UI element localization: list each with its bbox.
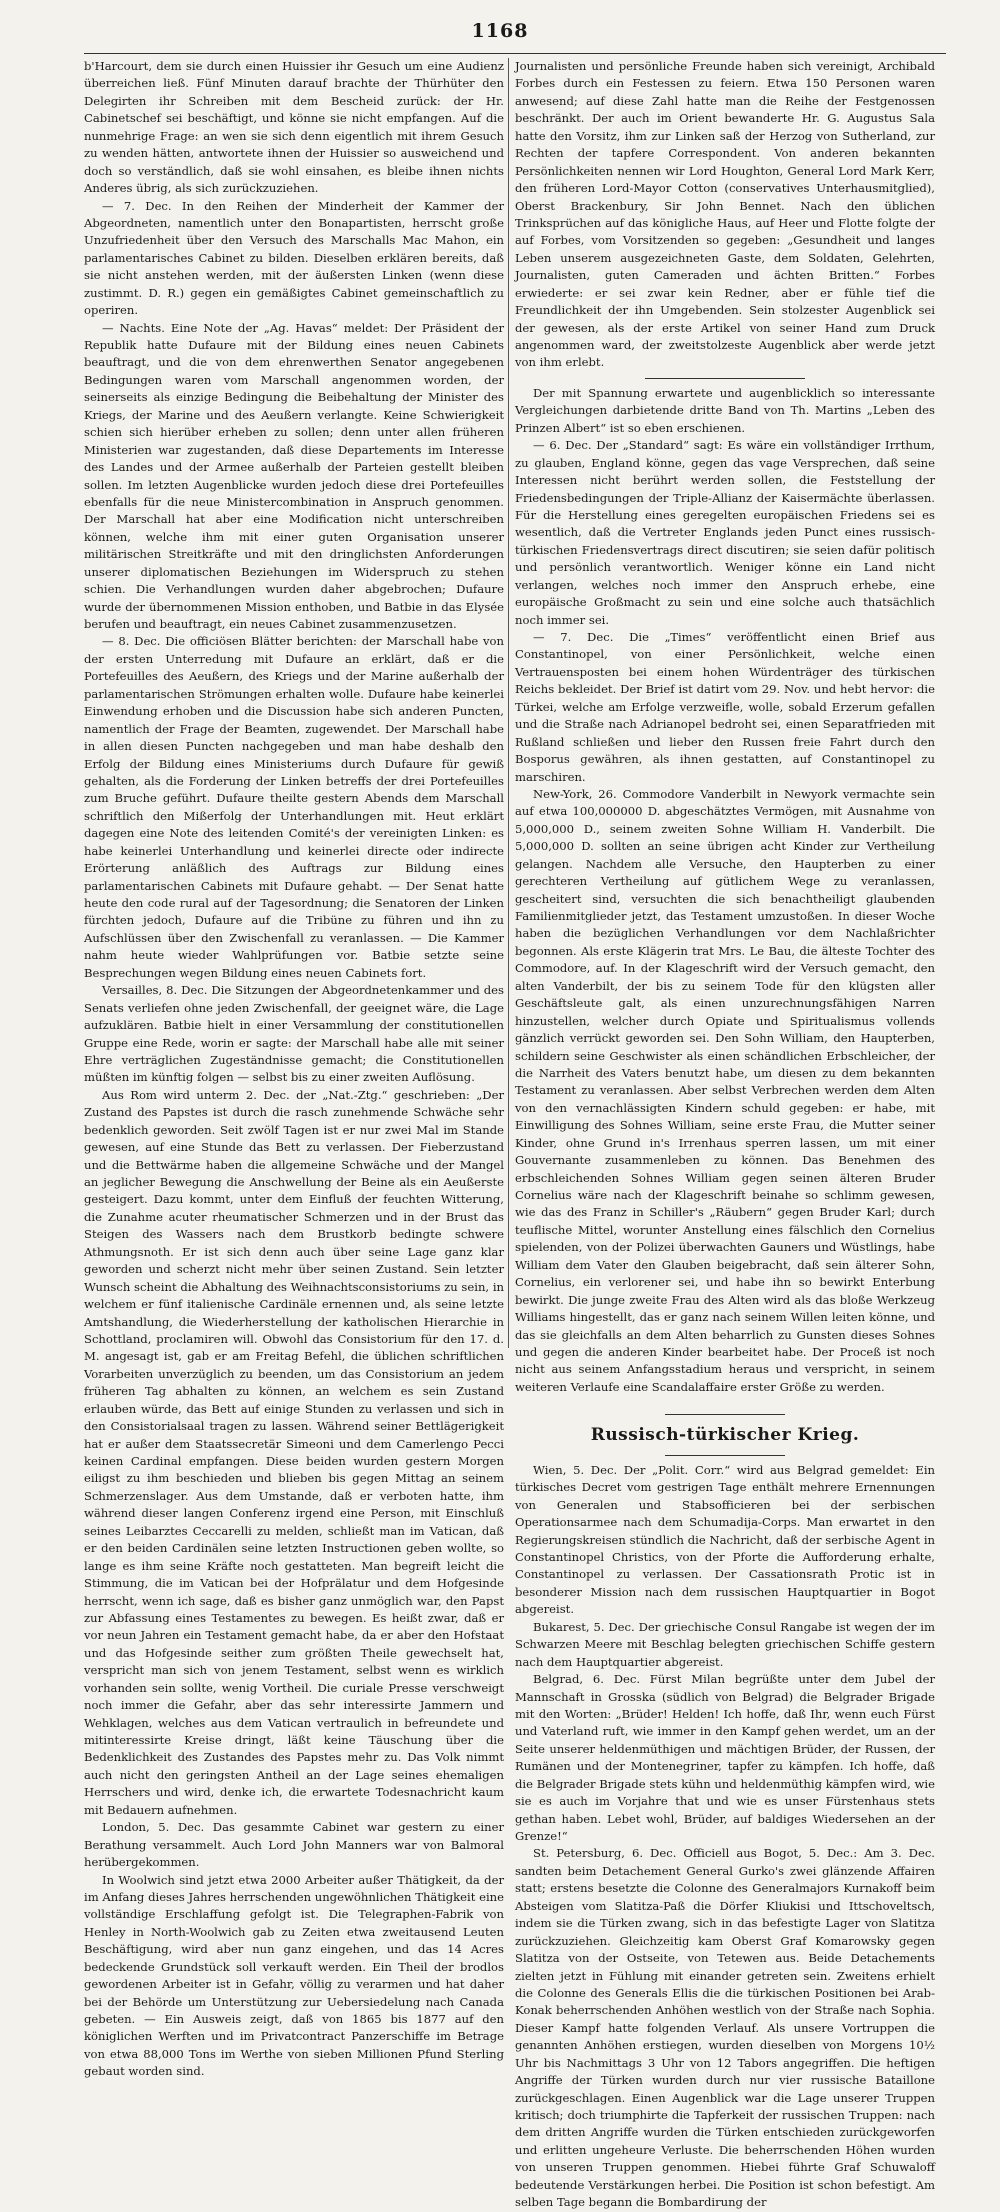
section-rule [665,1455,785,1456]
article-paragraph: New-York, 26. Commodore Vanderbilt in Newyork vermachte sein auf etwa 100,000000 D. abgeschätztes Vermögen, mit Ausnahme von 5,000,000 D., seinem zweiten Sohne William H. Vanderbilt. Die 5,000,000 D. sollten an seine übrigen acht Kinder zur Vertheilung gelangen. Nachdem alle Versuche, den Haupterben zu einer gerechteren Vertheilung auf gütlichem Wege zu veranlassen, gescheitert sind, versuchten die sich benachtheiligt glaubenden Familienmitglieder jetzt, das Testament umzustoßen. In dieser Woche haben die bezüglichen Verhandlungen vor dem Nachlaßrichter begonnen. Als erste Klägerin trat Mrs. Le Bau, die älteste Tochter des Commodore, auf. In der Klageschrift wird der Versuch gemacht, den alten Vanderbilt, der bis zu seinem Tode für den klügsten aller Geschäftsleute galt, als einen unzurechnungsfähigen Narren hinzustellen, welcher durch Opiate und Spiritualismus vollends gänzlich verrückt geworden sei. Den Sohn William, den Haupterben, schildern seine Geschwister als einen schändlichen Erbschleicher, der die Narrheit des Vaters benutzt habe, um diesen zu dem bekannten Testament zu veranlassen. Aber selbst Verbrechen werden dem Alten von den vernachlässigten Kindern schuld gegeben: er habe, mit Einwilligung des Sohnes William, seine erste Frau, die Mutter seiner Kinder, ohne Grund in's Irrenhaus sperren lassen, um mit einer Gouvernante zusammenleben zu können. Das Benehmen des erbschleichenden Sohnes William gegen seinen älteren Bruder Cornelius wäre nach der Klageschrift beinahe so schlimm gewesen, wie das des Franz in Schiller's „Räubern“ gegen Bruder Karl; durch teuflische Mittel, worunter Anstellung eines fälschlich den Cornelius spielenden, von der Polizei überwachten Gauners und Wüstlings, habe William dem Vater den Glauben beigebracht, daß sein älterer Sohn, Cornelius, ein verlorener sei, und habe ihn so bewirkt Enterbung bewirkt. Die junge zweite Frau des Alten wird als das bloße Werkzeug Williams hingestellt, das er ganz nach seinem Willen leiten könne, und das sie gleichfalls an dem Alten beharrlich zu Gunsten dieses Sohnes und gegen die anderen Kinder bearbeitet habe. Der Proceß ist noch nicht aus seinem Anfangsstadium heraus und verspricht, in seinem weiteren Verlaufe eine Scandalaffaire erster Größe zu werden. [515,786,935,1394]
section-heading-block [515,1414,935,1456]
section-rule [665,1414,785,1415]
left-column [84,58,504,2079]
header-rule [84,53,946,54]
article-paragraph: Versailles, 8. Dec. Die Sitzungen der Abgeordnetenkammer und des Senats verliefen ohne jeden Zwischenfall, der geeignet wäre, die Lage aufzuklären. Batbie hielt in einer Versammlung der constitutionellen Gruppe eine Rede, worin er sagte: der Marschall habe alle mit seiner Ehre verträglichen Zugeständnisse gemacht; die Constitutionellen müßten im künftig folgen — selbst bis zu einer zweiten Auflösung. [84,983,504,1085]
article-paragraph: Bukarest, 5. Dec. Der griechische Consul Rangabe ist wegen der im Schwarzen Meere mit Beschlag belegten griechischen Schiffe gestern nach dem Hauptquartier abgereist. [515,1619,935,1669]
article-paragraph: — 6. Dec. Der „Standard“ sagt: Es wäre ein vollständiger Irrthum, zu glauben, England könne, gegen das vage Versprechen, daß seine Interessen nicht berührt werden sollen, die Feststellung der Friedensbedingungen der Triple-Allianz der Kaisermächte überlassen. Für die Herstellung eines geregelten europäischen Friedens sei es wesentlich, daß die Vertreter Englands jeden Punct eines russisch-türkischen Friedensvertrags direct discutiren; sie seien dafür politisch und persönlich verantwortlich. Weniger könne ein Land nicht verlangen, welches noch immer den Anspruch erhebe, eine europäische Großmacht zu sein und eine solche auch thatsächlich noch immer sei. [515,438,935,627]
article-paragraph: Wien, 5. Dec. Der „Polit. Corr.“ wird aus Belgrad gemeldet: Ein türkisches Decret vom gestrigen Tage enthält mehrere Ernennungen von Generalen und Stabsofficieren bei der serbischen Operationsarmee nach dem Schumadija-Corps. Man erwartet in den Regierungskreisen stündlich die Nachricht, daß der serbische Agent in Constantinopel Christics, von der Pforte die Aufforderung erhalte, Constantinopel zu verlassen. Der Cassationsrath Protic ist in besonderer Mission nach dem russischen Hauptquartier in Bogot abgereist. [515,1462,935,1617]
article-paragraph: — 7. Dec. Die „Times“ veröffentlicht einen Brief aus Constantinopel, von einer Persönlichkeit, welche einen Vertrauensposten bei einem hohen Würdenträger des türkischen Reichs bekleidet. Der Brief ist datirt vom 29. Nov. und hebt hervor: die Türkei, welche am Erfolge verzweifle, wolle, sobald Erzerum gefallen und die Straße nach Adrianopel bedroht sei, einen Separatfrieden mit Rußland schließen und lieber den Russen freie Fahrt durch den Bosporus gewähren, als ihnen gestatten, auf Constantinopel zu marschiren. [515,630,935,784]
column-divider [508,58,509,1348]
article-paragraph: Journalisten und persönliche Freunde haben sich vereinigt, Archibald Forbes durch ein Festessen zu feiern. Etwa 150 Personen waren anwesend; auf diese Zahl hatte man die Reihe der Festgenossen beschränkt. Der auch im Orient bewanderte Hr. G. Augustus Sala hatte den Vorsitz, ihm zur Linken saß der Herzog von Sutherland, zur Rechten der tapfere Correspondent. Von anderen bekannten Persönlichkeiten nennen wir Lord Houghton, General Lord Mark Kerr, den früheren Lord-Mayor Cotton (conservatives Unterhausmitglied), Oberst Brackenbury, Sir John Bennet. Nach den üblichen Trinksprüchen auf das königliche Haus, auf Heer und Flotte folgte der auf Forbes, vom Vorsitzenden so gegeben: „Gesundheit und langes Leben unserem ausgezeichneten Gaste, dem Soldaten, Gelehrten, Journalisten, guten Cameraden und ächten Britten.“ Forbes erwiederte: er sei zwar kein Redner, aber er fühle tief die Freundlichkeit der ihn Umgebenden. Sein stolzester Augenblick sei der gewesen, als der erste Artikel von seiner Hand zum Druck angenommen ward, der zweitstolzeste Augenblick aber werde jetzt von ihm erlebt. [515,59,935,370]
article-paragraph: — 8. Dec. Die officiösen Blätter berichten: der Marschall habe von der ersten Unterredung mit Dufaure an erklärt, daß er die Portefeuilles des Aeußern, des Kriegs und der Marine außerhalb der parlamentarischen Strömungen erhalten wolle. Dufaure habe keinerlei Einwendung erhoben und die Discussion habe sich anderen Puncten, namentlich der Frage der Beamten, zugewendet. Der Marschall habe in allen diesen Puncten nachgegeben und man habe deshalb den Erfolg der Bildung eines Ministeriums durch Dufaure für gewiß gehalten, als die Forderung der Linken betreffs der drei Portefeuilles zum Bruche geführt. Dufaure theilte gestern Abends dem Marschall schriftlich den Mißerfolg der Unterhandlungen mit. Heut erklärt dagegen eine Note des leitenden Comité's der vereinigten Linken: es habe keinerlei Unterhandlung und keinerlei directe oder indirecte Erörterung anläßlich des Auftrags zur Bildung eines parlamentarischen Cabinets mit Dufaure gehabt. — Der Senat hatte heute den code rural auf der Tagesordnung; die Senatoren der Linken fürchten jedoch, Dufaure auf die Tribüne zu führen und ihn zu Aufschlüssen über den Zwischenfall zu veranlassen. — Die Kammer nahm heute wieder Wahlprüfungen vor. Batbie setzte seine Besprechungen wegen Bildung eines neuen Cabinets fort. [84,634,504,980]
section-heading: Russisch-türkischer Krieg. [590,1425,860,1446]
article-paragraph: — 7. Dec. In den Reihen der Minderheit der Kammer der Abgeordneten, namentlich unter den Bonapartisten, herrscht große Unzufriedenheit über den Versuch des Marschalls Mac Mahon, ein parlamentarisches Cabinet zu bilden. Dieselben erklären bereits, daß sie nicht anstehen werden, mit der äußersten Linken (wenn diese zustimmt. D. R.) gegen ein gemäßigtes Cabinet gemeinschaftlich zu operiren. [84,198,504,318]
article-paragraph: London, 5. Dec. Das gesammte Cabinet war gestern zu einer Berathung versammelt. Auch Lord John Manners war von Balmoral herübergekommen. [84,1820,504,1870]
separator-rule [645,378,805,379]
article-paragraph: b'Harcourt, dem sie durch einen Huissier ihr Gesuch um eine Audienz überreichen ließ. Fünf Minuten darauf brachte der Thürhüter den Delegirten ihr Schreiben mit dem Bescheid zurück: der Hr. Cabinetschef sei beschäftigt, und könne sie nicht empfangen. Auf die nunmehrige Frage: an wen sie sich denn eigentlich mit ihrem Gesuch zu wenden hätten, antwortete ihnen der Huissier so ausweichend und doch so verständlich, daß sie wohl einsahen, es bleibe ihnen nichts Anderes übrig, als sich zurückzuziehen. [84,59,504,196]
article-paragraph: Aus Rom wird unterm 2. Dec. der „Nat.-Ztg.“ geschrieben: „Der Zustand des Papstes ist durch die rasch zunehmende Schwäche sehr bedenklich geworden. Seit zwölf Tagen ist er nur zwei Mal im Stande gewesen, auf eine Stunde das Bett zu verlassen. Der Fieberzustand und die Bettwärme haben die allgemeine Schwäche und der Mangel an jeglicher Bewegung die Anschwellung der Beine als ein Aeußerste gesteigert. Dazu kommt, unter dem Einfluß der feuchten Witterung, die Zunahme acuter rheumatischer Schmerzen und in der Brust das Steigen des Wassers nach dem Brustkorb bedingte schwere Athmungsnoth. Er ist sich denn auch über seine Lage ganz klar geworden und scherzt nicht mehr über seinen Zustand. Sein letzter Wunsch scheint die Abhaltung des Weihnachtsconsistoriums zu sein, in welchem er fünf italienische Cardinäle ernennen und, als seine letzte Amtshandlung, die Wiederherstellung der katholischen Hierarchie in Schottland, proclamiren will. Obwohl das Consistorium für den 17. d. M. angesagt ist, gab er am Freitag Befehl, die üblichen schriftlichen Vorarbeiten unverzüglich zu beenden, um das Consistorium an jedem früheren Tag abhalten zu können, an welchem es sein Zustand erlauben würde, das Bett auf einige Stunden zu verlassen und sich in den Consistorialsaal tragen zu lassen. Während seiner Bettlägerigkeit hat er außer dem Staatssecretär Simeoni und dem Camerlengo Pecci keinen Cardinal empfangen. Diese beiden wurden gestern Morgen eiligst zu ihm beschieden und blieben bis gegen Mittag an seinem Schmerzenslager. Aus dem Umstande, daß er verboten hatte, ihm während dieser langen Conferenz irgend eine Person, mit Einschluß seines Leibarztes Ceccarelli zu melden, schließt man im Vatican, daß er den beiden Cardinälen seine letzten Instructionen geben wollte, so lange es ihm seine Kräfte noch gestatteten. Man begreift leicht die Stimmung, die im Vatican bei der Hofprälatur und dem Hofgesinde herrscht, wenn ich sage, daß es bisher ganz unmöglich war, den Papst zur Abfassung eines Testamentes zu bewegen. Es heißt zwar, daß er vor neun Jahren ein Testament gemacht habe, da er aber den Hofstaat und das Hofgesinde seither zum größten Theile gewechselt hat, verspricht man sich von jenem Testament, selbst wenn es wirklich vorhanden sein sollte, wenig Vortheil. Die curiale Presse verschweigt noch immer die Gefahr, aber das sehr interessirte Jammern und Wehklagen, welches aus dem Vatican vertraulich in befreundete und mitinteressirte Kreise dringt, läßt keine Täuschung über die Bedenklichkeit des Zustandes des Papstes mehr zu. Das Volk nimmt auch nicht den geringsten Antheil an der Lage seines ehemaligen Herrschers und wird, denke ich, die erwartete Todesnachricht kaum mit Bedauern aufnehmen. [84,1087,504,1817]
article-paragraph: In Woolwich sind jetzt etwa 2000 Arbeiter außer Thätigkeit, da der im Anfang dieses Jahres herrschenden ungewöhnlichen Thätigkeit eine vollständige Erschlaffung gefolgt ist. Die Telegraphen-Fabrik von Henley in North-Woolwich gab zu Zeiten etwa zweitausend Leuten Beschäftigung, wird aber nun ganz eingehen, und das 14 Acres bedeckende Grundstück soll verkauft werden. Ein Theil der brodlos gewordenen Arbeiter ist in Gefahr, völlig zu verarmen und hat daher bei der Behörde um Unterstützung zur Uebersiedelung nach Canada gebeten. — Ein Ausweis zeigt, daß von 1865 bis 1877 auf den königlichen Werften und im Privatcontract Panzerschiffe im Betrage von etwa 88,000 Tons im Werthe von sieben Millionen Pfund Sterling gebaut worden sind. [84,1872,504,2079]
article-paragraph: St. Petersburg, 6. Dec. Officiell aus Bogot, 5. Dec.: Am 3. Dec. sandten beim Detachement General Gurko's zwei glänzende Affairen statt; erstens besetzte die Colonne des Generalmajors Kurnakoff beim Absteigen vom Slatitza-Paß die Dörfer Kliukisi und Ittschoveltsch, indem sie die Türken zwang, sich in das befestigte Lager von Slatitza zurückzuziehen. Gleichzeitig kam Oberst Graf Komarowsky gegen Slatitza von der Ostseite, von Tetewen aus. Beide Detachements zielten jetzt in Fühlung mit einander getreten sein. Zweitens erhielt die Colonne des Generals Ellis die die türkischen Positionen bei Arab-Konak beherrschenden Anhöhen westlich von der Straße nach Sophia. Dieser Kampf hatte folgenden Verlauf. Als unsere Vortruppen die genannten Anhöhen erstiegen, wurden dieselben von Morgens 10½ Uhr bis Nachmittags 3 Uhr von 12 Tabors angegriffen. Die heftigen Angriffe der Türken wurden durch nur vier russische Bataillone zurückgeschlagen. Einen Augenblick war die Lage unserer Truppen kritisch; doch triumphirte die Tapferkeit der russischen Truppen: nach dem dritten Angriffe wurden die Türken entschieden zurückgeworfen und erlitten ungeheure Verluste. Die beherrschenden Höhen wurden von unseren Truppen genommen. Hiebei führte Graf Schuwaloff bedeutende Verstärkungen herbei. Die Position ist schon befestigt. Am selben Tage begann die Bombardirung der [515,1846,935,2210]
right-column [515,58,935,2210]
article-paragraph: Belgrad, 6. Dec. Fürst Milan begrüßte unter dem Jubel der Mannschaft in Grosska (südlich von Belgrad) die Belgrader Brigade mit den Worten: „Brüder! Helden! Ich hoffe, daß Ihr, wenn euch Fürst und Vaterland ruft, wie immer in den Kampf gehen werdet, um an der Seite unserer heldenmüthigen und mächtigen Brüder, der Russen, der Rumänen und der Montenegriner, tapfer zu kämpfen. Ich hoffe, daß die Belgrader Brigade stets kühn und heldenmüthig kämpfen wird, wie sie es auch im Vorjahre that und wie es unser Fürstenhaus stets gethan haben. Lebet wohl, Brüder, auf baldiges Wiedersehen an der Grenze!“ [515,1672,935,1844]
article-paragraph: — Nachts. Eine Note der „Ag. Havas“ meldet: Der Präsident der Republik hatte Dufaure mit der Bildung eines neuen Cabinets beauftragt, und die von dem ehrenwerthen Senator angegebenen Bedingungen waren vom Marschall angenommen worden, der seinerseits als einzige Bedingung die Beibehaltung der Minister des Kriegs, der Marine und des Aeußern verlangte. Keine Schwierigkeit schien sich hierüber erheben zu sollen; denn unter allen früheren Ministerien war zugestanden, daß diese Departements im Interesse des Landes und der Armee außerhalb der Parteien gestellt bleiben sollen. Im letzten Augenblicke wurden jedoch diese drei Portefeuilles ebenfalls für die neue Ministercombination in Anspruch genommen. Der Marschall hat aber eine Modification nicht unterschreiben können, welche ihm mit einer guten Organisation unserer militärischen Streitkräfte und mit den dringlichsten Anforderungen unserer diplomatischen Beziehungen im Widerspruch zu stehen schien. Die Verhandlungen wurden daher abgebrochen; Dufaure wurde der übernommenen Mission enthoben, und Batbie in das Elysée berufen und beauftragt, ein neues Cabinet zusammenzusetzen. [84,320,504,631]
page-number: 1168 [471,20,529,42]
article-paragraph: Der mit Spannung erwartete und augenblicklich so interessante Vergleichungen darbietende dritte Band von Th. Martins „Leben des Prinzen Albert“ ist so eben erschienen. [515,385,935,435]
